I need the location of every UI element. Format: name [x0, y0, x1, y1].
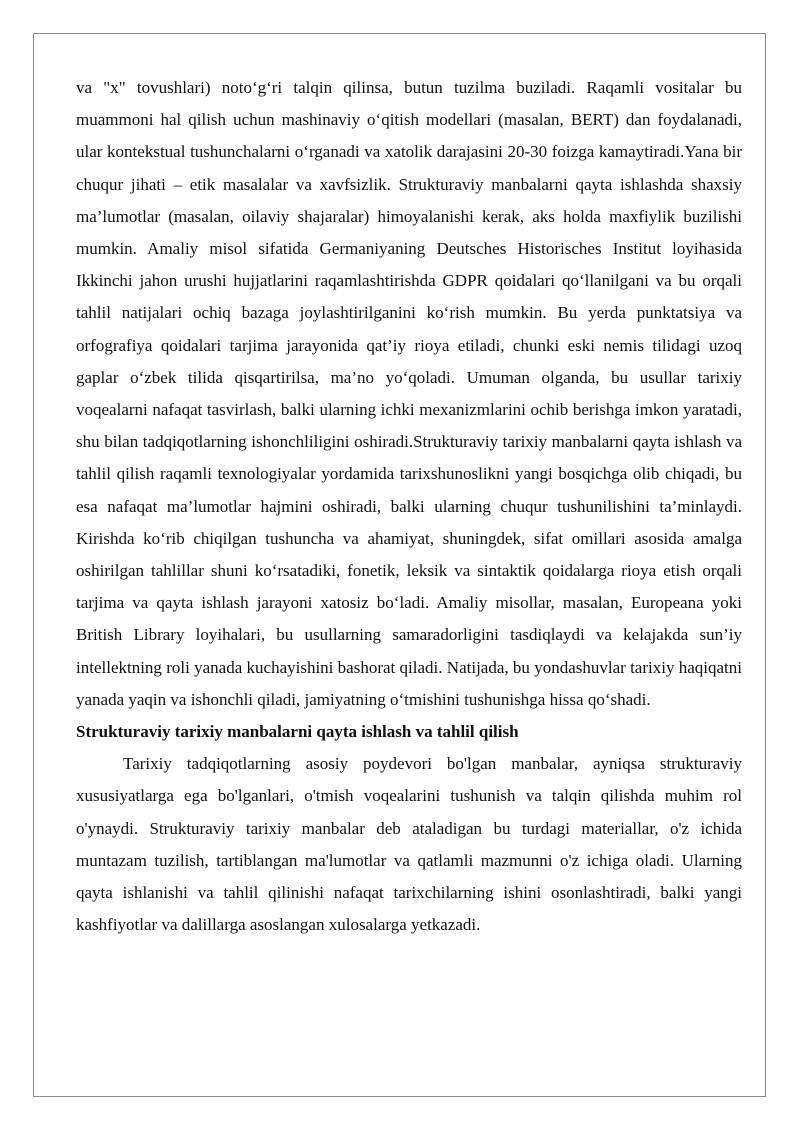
paragraph-continuation: va "x" tovushlari) noto‘g‘ri talqin qilinsa, butun tuzilma buziladi. Raqamli vositalar bu muammoni hal qilish uchun mashinaviy o‘qitish modellari (masalan, BERT) dan foydalanadi, ular kontekstual tushunchalarni o‘rganadi va xatolik darajasini 20-30 foizga kamaytiradi.Yana bir chuqur jihati – etik masalalar va xavfsizlik. Strukturaviy manbalarni qayta ishlashda shaxsiy ma’lumotlar (masalan, oilaviy shajaralar) himoyalanishi kerak, aks holda maxfiylik buzilishi mumkin. Amaliy misol sifatida Germaniyaning Deutsches Historisches Institut loyihasida Ikkinchi jahon urushi hujjatlarini raqamlashtirishda GDPR qoidalari qo‘llanilgani va bu orqali tahlil natijalari ochiq bazaga joylashtirilganini ko‘rish mumkin. Bu yerda punktatsiya va orfografiya qoidalari tarjima jarayonida qat’iy rioya etiladi, chunki eski nemis tilidagi uzoq gaplar o‘zbek tilida qisqartirilsa, ma’no yo‘qoladi. Umuman olganda, bu usullar tarixiy voqealarni nafaqat tasvirlash, balki ularning ichki mexanizmlarini ochib berishga imkon yaratadi, shu bilan tadqiqotlarning ishonchliligini oshiradi.Strukturaviy tarixiy manbalarni qayta ishlash va tahlil qilish raqamli texnologiyalar yordamida tarixshunoslikni yangi bosqichga olib chiqadi, bu esa nafaqat ma’lumotlar hajmini oshiradi, balki ularning chuqur tushunilishini ta’minlaydi. Kirishda ko‘rib chiqilgan tushuncha va ahamiyat, shuningdek, sifat omillari asosida amalga oshirilgan tahlillar shuni ko‘rsatadiki, fonetik, leksik va sintaktik qoidalarga rioya etish orqali tarjima va qayta ishlash jarayoni xatosiz bo‘ladi. Amaliy misollar, masalan, Europeana yoki British Library loyihalari, bu usullarning samaradorligini tasdiqlaydi va kelajakda sun’iy intellektning roli yanada kuchayishini bashorat qiladi. Natijada, bu yondashuvlar tarixiy haqiqatni yanada yaqin va ishonchli qiladi, jamiyatning o‘tmishini tushunishga hissa qo‘shadi. — [76, 78, 742, 709]
document-body — [76, 72, 742, 941]
section-heading: Strukturaviy tarixiy manbalarni qayta ishlash va tahlil qilish — [76, 722, 519, 742]
paragraph-intro: Tarixiy tadqiqotlarning asosiy poydevori bo'lgan manbalar, ayniqsa strukturaviy xususiyatlarga ega bo'lganlari, o'tmish voqealarini tushunish va talqin qilishda muhim rol o'ynaydi. Strukturaviy tarixiy manbalar deb ataladigan bu turdagi materiallar, o'z ichida muntazam tuzilish, tartiblangan ma'lumotlar va qatlamli mazmunni o'z ichiga oladi. Ularning qayta ishlanishi va tahlil qilinishi nafaqat tarixchilarning ishini osonlashtiradi, balki yangi kashfiyotlar va dalillarga asoslangan xulosalarga yetkazadi. — [76, 754, 742, 935]
